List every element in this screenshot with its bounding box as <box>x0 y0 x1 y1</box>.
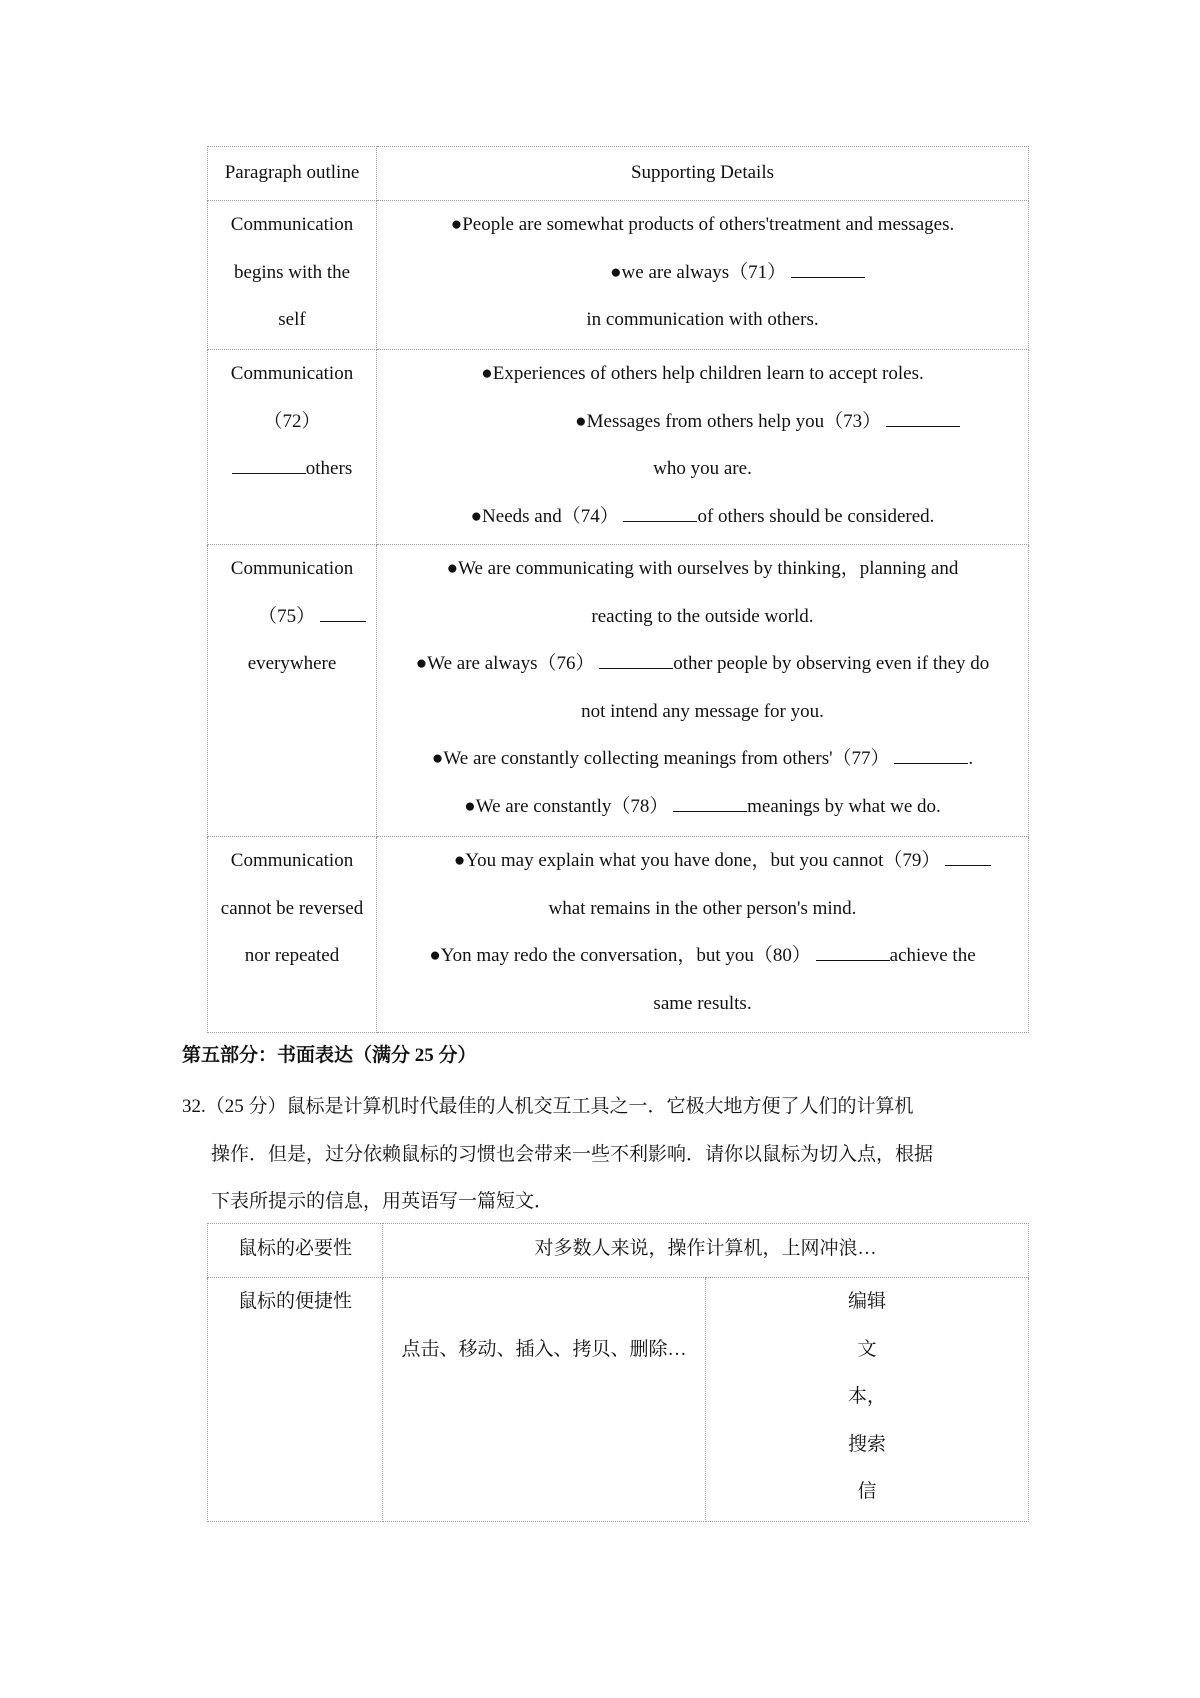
question-line: 操作．但是，过分依赖鼠标的习惯也会带来一些不利影响．请你以鼠标为切入点，根据 <box>211 1143 934 1165</box>
detail-text: ●Yon may redo the conversation，but you（80） <box>429 945 811 966</box>
details-cell <box>377 201 1029 350</box>
hint-side-cell <box>706 1278 1029 1522</box>
outline-table <box>207 146 1029 1033</box>
detail-text: of others should be considered. <box>697 505 935 527</box>
detail-line: ●We are communicating with ourselves by thinking，planning and <box>446 558 959 579</box>
header-paragraph-outline: Paragraph outline <box>208 147 377 201</box>
outline-line: （72） <box>263 410 321 432</box>
outline-line: nor repeated <box>244 945 340 966</box>
table-row <box>208 545 1029 837</box>
outline-line: Communication <box>230 850 354 871</box>
table-row <box>208 1224 1029 1278</box>
detail-text: . <box>968 748 974 769</box>
blank-80[interactable] <box>816 960 890 961</box>
outline-line: begins with the <box>233 261 351 283</box>
detail-line: what remains in the other person's mind. <box>548 897 857 919</box>
outline-cell <box>208 350 377 545</box>
details-cell <box>377 837 1029 1033</box>
section-heading: 第五部分：书面表达（满分 25 分） <box>182 1045 477 1066</box>
question-line: 32.（25 分）鼠标是计算机时代最佳的人机交互工具之一．它极大地方便了人们的计算机 <box>182 1096 914 1117</box>
side-text: 信 <box>857 1481 877 1502</box>
outline-line: self <box>278 309 306 330</box>
hint-label: 鼠标的必要性 <box>208 1224 383 1278</box>
blank-73[interactable] <box>886 426 960 427</box>
blank-77[interactable] <box>894 763 968 764</box>
outline-text: （75） <box>258 605 316 627</box>
detail-text: ●We are constantly（78） <box>464 795 669 817</box>
detail-text: ●You may explain what you have done，but you cannot（79） <box>453 850 941 871</box>
hint-content-text: 点击、移动、插入、拷贝、删除… <box>401 1338 687 1360</box>
detail-line: in communication with others. <box>586 309 819 330</box>
detail-text: ●Messages from others help you（73） <box>575 410 882 432</box>
outline-cell <box>208 545 377 837</box>
hint-label: 鼠标的便捷性 <box>208 1278 383 1522</box>
table-row <box>208 837 1029 1033</box>
details-cell <box>377 350 1029 545</box>
detail-text: meanings by what we do. <box>747 795 941 817</box>
side-text: 本， <box>847 1386 886 1407</box>
outline-line: cannot be reversed <box>220 897 364 919</box>
details-cell <box>377 545 1029 837</box>
question-32 <box>182 1083 1032 1226</box>
hint-content <box>383 1278 706 1522</box>
side-text: 编辑 <box>847 1291 886 1312</box>
hint-content: 对多数人来说，操作计算机，上网冲浪… <box>383 1224 1029 1278</box>
outline-text: others <box>305 458 353 479</box>
outline-cell <box>208 837 377 1033</box>
outline-line: Communication <box>230 363 354 384</box>
outline-line: everywhere <box>247 653 337 674</box>
table-row <box>208 1278 1029 1522</box>
detail-line: ●Experiences of others help children learn to accept roles. <box>481 363 924 384</box>
detail-line: not intend any message for you. <box>581 700 824 722</box>
detail-line: same results. <box>653 992 752 1014</box>
blank-75[interactable] <box>320 621 366 622</box>
detail-line: reacting to the outside world. <box>591 605 814 627</box>
side-text: 搜索 <box>847 1433 886 1455</box>
blank-71[interactable] <box>791 277 865 278</box>
header-supporting-details: Supporting Details <box>377 147 1029 201</box>
detail-line: ●People are somewhat products of others'treatment and messages. <box>450 214 955 235</box>
detail-text: ●We are constantly collecting meanings from others'（77） <box>431 748 890 769</box>
side-text: 文 <box>857 1338 877 1360</box>
detail-text: ●We are always（76） <box>415 653 595 674</box>
blank-74[interactable] <box>623 521 697 522</box>
blank-78[interactable] <box>673 811 747 812</box>
outline-cell <box>208 201 377 350</box>
blank-79[interactable] <box>945 865 991 866</box>
table-row <box>208 350 1029 545</box>
blank-72[interactable] <box>232 473 306 474</box>
writing-hints-table <box>207 1223 1029 1522</box>
outline-line: Communication <box>230 214 354 235</box>
detail-text: ●we are always（71） <box>610 261 787 283</box>
question-line: 下表所提示的信息，用英语写一篇短文． <box>211 1191 554 1212</box>
detail-line: who you are. <box>653 458 752 479</box>
table-row <box>208 201 1029 350</box>
blank-76[interactable] <box>599 668 673 669</box>
detail-text: other people by observing even if they do <box>673 653 990 674</box>
detail-text: achieve the <box>889 945 976 966</box>
outline-line: Communication <box>230 558 354 579</box>
detail-text: ●Needs and（74） <box>470 505 619 527</box>
